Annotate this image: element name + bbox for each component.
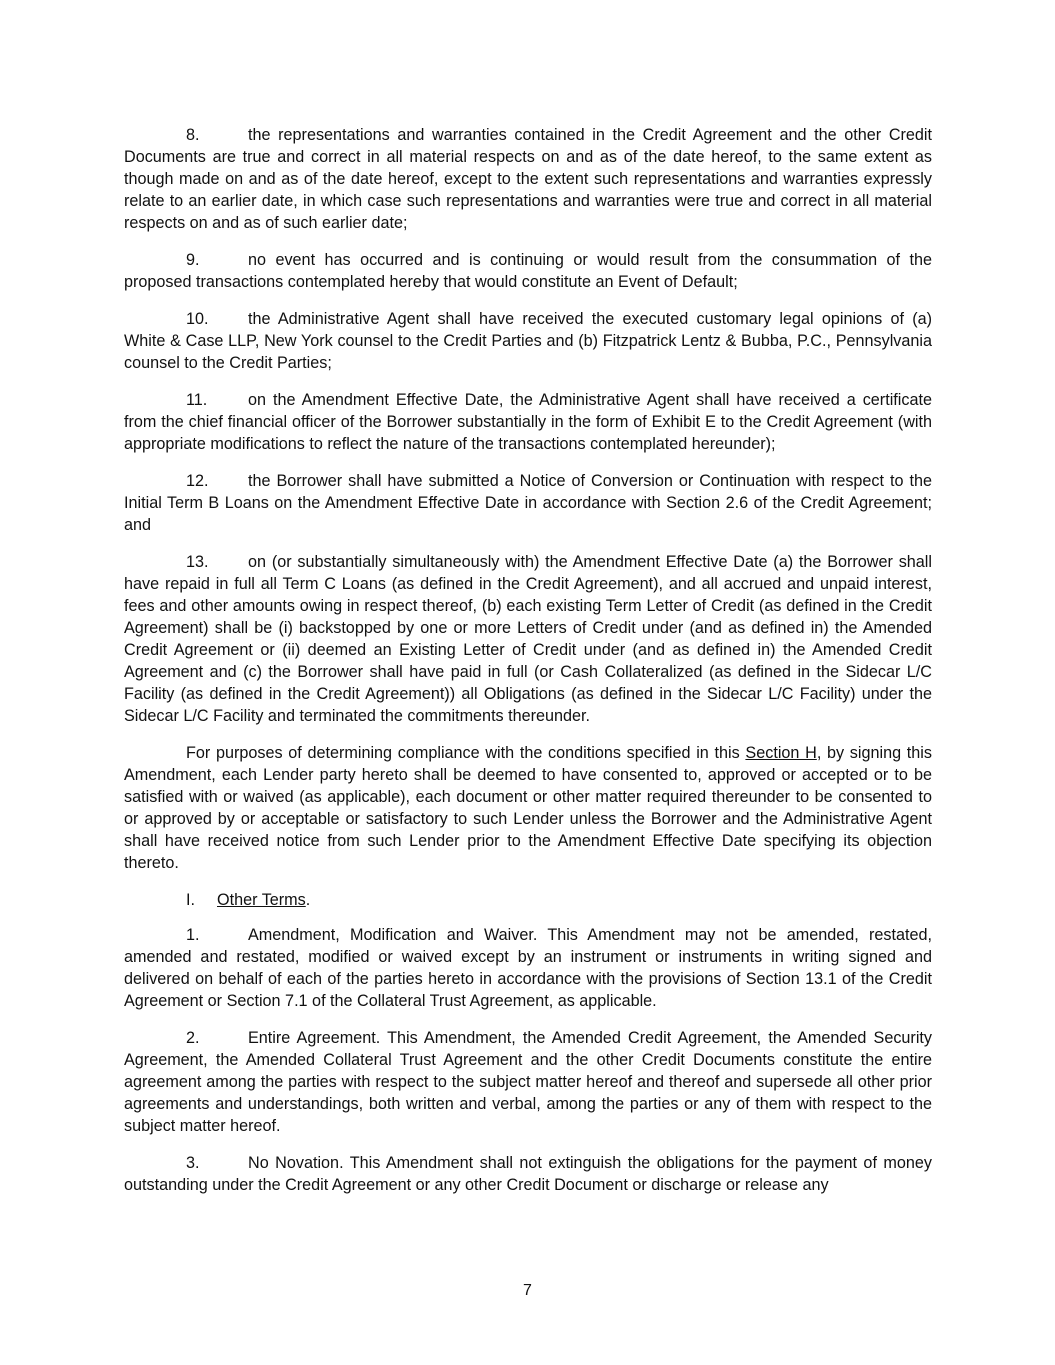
section-title: Other Terms [217,891,306,909]
condition-paragraph-9 [124,249,932,293]
paragraph-text: the Administrative Agent shall have received the executed customary legal opinions of (a) White & Case LLP, New York counsel to the Credit Parties and (b) Fitzpatrick Lentz & Bubba, P.C., Pennsylvania counsel to the Credit Parties; [124,310,932,372]
section-h-reference: Section H [745,744,817,762]
page-number: 7 [523,1282,532,1299]
paragraph-number: 8. [186,126,200,144]
paragraph-text: . This Amendment, the Amended Credit Agreement, the Amended Security Agreement, the Amended Collateral Trust Agreement and the other Credit Documents constitute the entire agreement among the parties with respect to the subject matter hereof and thereof and supersede all other prior agreements and understandings, both written and verbal, among the parties or any of them with respect to the subject matter hereof. [124,1029,933,1135]
paragraph-text: on (or substantially simultaneously with) the Amendment Effective Date (a) the Borrower shall have repaid in full all Term C Loans (as defined in the Credit Agreement), and all accrued and unpaid interest, fees and other amounts owing in respect thereof, (b) each existing Term Letter of Credit (as defined in the Credit Agreement) shall be (i) backstopped by one or more Letters of Credit under (and as defined in) the Amended Credit Agreement or (ii) deemed an Existing Letter of Credit under (and as defined in) the Amended Credit Agreement and (c) the Borrower shall have paid in full (or Cash Collateralized (as defined in the Sidecar L/C Facility (as defined in the Credit Agreement)) all Obligations (as defined in the Sidecar L/C Facility) under the Sidecar L/C Facility and terminated the commitments thereunder. [124,553,932,725]
paragraph-text: the Borrower shall have submitted a Notice of Conversion or Continuation with respect to the Initial Term B Loans on the Amendment Effective Date in accordance with Section 2.6 of the Credit Agreement; and [124,472,932,534]
condition-paragraph-13 [124,551,932,727]
term-title: Entire Agreement [248,1029,376,1047]
purposes-paragraph [124,742,932,874]
paragraph-number: 10. [186,310,209,328]
term-title: No Novation [248,1154,340,1172]
paragraph-text: . This Amendment shall not extinguish the obligations for the payment of money outstanding under the Credit Agreement or any other Credit Document or discharge or release any [124,1154,932,1194]
term-paragraph-3 [124,1152,932,1196]
paragraph-text: no event has occurred and is continuing or would result from the consummation of the proposed transactions contemplated hereby that would constitute an Event of Default; [124,251,932,291]
condition-paragraph-11 [124,389,932,455]
condition-paragraph-8 [124,124,932,234]
term-paragraph-2 [124,1027,932,1137]
condition-paragraph-10 [124,308,932,374]
paragraph-number: 12. [186,472,209,490]
purposes-text-before: For purposes of determining compliance with the conditions specified in this [186,744,746,762]
document-page [124,124,932,1211]
paragraph-number: 1. [186,926,200,944]
purposes-text-after: , by signing this Amendment, each Lender party hereto shall be deemed to have consented to, approved or accepted or to be satisfied with or waived (as applicable), each document or other matter required thereunder to be consented to or approved by or acceptable or satisfactory to such Lender unless the Borrower and the Administrative Agent shall have received notice from such Lender prior to the Amendment Effective Date specifying its objection thereto. [124,744,932,872]
paragraph-text: . This Amendment may not be amended, restated, amended and restated, modified or waived except by an instrument or instruments in writing signed and delivered on behalf of each of the parties hereto in accordance with the provisions of Section 13.1 of the Credit Agreement or Section 7.1 of the Collateral Trust Agreement, as applicable. [124,926,932,1010]
paragraph-number: 3. [186,1154,200,1172]
paragraph-text: the representations and warranties contained in the Credit Agreement and the other Credit Documents are true and correct in all material respects on and as of the date hereof, to the same extent as though made on and as of the date hereof, except to the extent such representations and warranties expressly relate to an earlier date, in which case such representations and warranties were true and correct in all material respects on and as of such earlier date; [124,126,932,232]
paragraph-number: 11. [186,391,208,409]
section-title-period: . [305,891,311,909]
paragraph-number: 9. [186,251,200,269]
paragraph-number: 2. [186,1029,200,1047]
section-letter: I. [186,891,195,909]
term-paragraph-1 [124,924,932,1012]
section-heading-other-terms [124,889,932,911]
condition-paragraph-12 [124,470,932,536]
paragraph-text: on the Amendment Effective Date, the Administrative Agent shall have received a certificate from the chief financial officer of the Borrower substantially in the form of Exhibit E to the Credit Agreement (with appropriate modifications to reflect the nature of the transactions contemplated hereunder); [124,391,932,453]
paragraph-number: 13. [186,553,209,571]
term-title: Amendment, Modification and Waiver [248,926,533,944]
